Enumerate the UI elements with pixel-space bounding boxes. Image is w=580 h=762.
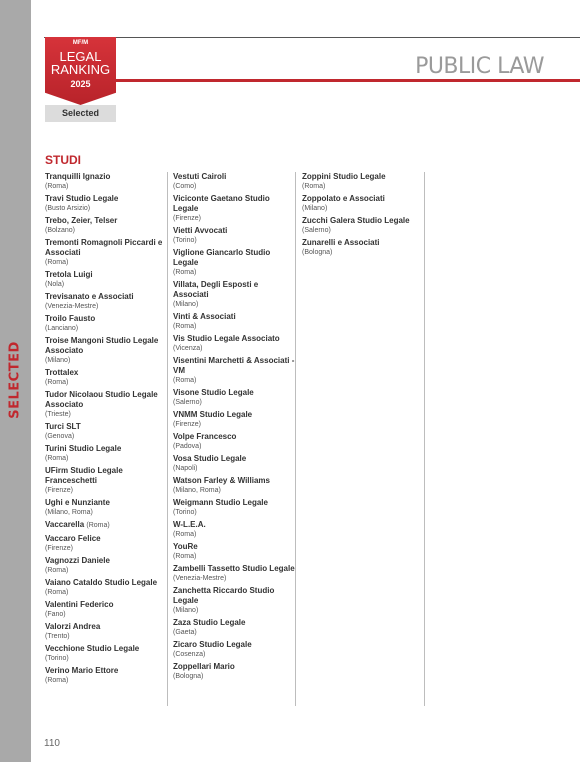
firm-name — [173, 410, 295, 420]
firm-name-text: Viciconte Gaetano Studio Legale — [173, 194, 270, 213]
section-title: PUBLIC LAW — [415, 54, 544, 79]
firm-name — [173, 248, 295, 268]
firm-city: (Como) — [173, 183, 197, 190]
firm-name-text: VNMM Studio Legale — [173, 410, 253, 419]
firm-name — [173, 280, 295, 300]
firm-name — [45, 600, 165, 610]
firm-name-text: UFirm Studio Legale Franceschetti — [45, 466, 123, 485]
firm-city: (Roma) — [173, 269, 197, 276]
firm-entry — [173, 662, 295, 681]
badge-brand: MF/M — [72, 40, 89, 46]
firm-city: (Roma) — [45, 589, 69, 596]
firm-name-text: Ughi e Nunziante — [45, 498, 110, 507]
firm-name-text: Zucchi Galera Studio Legale — [302, 216, 410, 225]
firm-name-text: Zoppellari Mario — [173, 662, 235, 671]
top-rule — [44, 37, 580, 38]
firm-city: (Roma) — [302, 183, 326, 190]
firm-entry — [173, 564, 295, 583]
column-divider — [167, 172, 168, 706]
firm-entry — [173, 280, 295, 309]
firm-name-text: Vosa Studio Legale — [173, 454, 247, 463]
firm-entry — [45, 466, 165, 495]
firm-city: (Torino) — [173, 509, 197, 516]
firm-name-text: Trebo, Zeier, Telser — [45, 216, 118, 225]
firm-name-text: Vecchione Studio Legale — [45, 644, 140, 653]
page-number: 110 — [44, 738, 60, 749]
firm-city: (Venezia-Mestre) — [173, 575, 227, 582]
firm-city: (Cosenza) — [173, 651, 206, 658]
firm-name-text: Zaza Studio Legale — [173, 618, 246, 627]
firm-name — [173, 388, 295, 398]
side-label: SELECTED — [7, 341, 23, 419]
firm-name — [302, 216, 424, 226]
firm-city: (Busto Arsizio) — [45, 205, 91, 212]
firm-name-text: Zicaro Studio Legale — [173, 640, 252, 649]
firm-entry — [45, 520, 165, 531]
firm-city: (Roma) — [45, 259, 69, 266]
firm-name — [173, 194, 295, 214]
firm-city: (Bologna) — [302, 249, 333, 256]
firm-name-text: Travi Studio Legale — [45, 194, 119, 203]
firm-city: (Fano) — [45, 611, 66, 618]
firm-city: (Roma) — [45, 567, 69, 574]
firm-entry — [173, 520, 295, 539]
firm-city: (Padova) — [173, 443, 202, 450]
firm-entry — [45, 622, 165, 641]
firm-entry — [45, 578, 165, 597]
firm-name-text: Zambelli Tassetto Studio Legale — [173, 564, 295, 573]
firm-city: (Roma) — [173, 553, 197, 560]
firm-entry — [45, 666, 165, 685]
firm-name-text: Turini Studio Legale — [45, 444, 122, 453]
firm-entry — [173, 586, 295, 615]
firm-name-text: Vietti Avvocati — [173, 226, 228, 235]
firm-city: (Roma) — [173, 531, 197, 538]
firm-city: (Milano, Roma) — [173, 487, 221, 494]
firm-entry — [45, 216, 165, 235]
firm-name-text: Volpe Francesco — [173, 432, 237, 441]
firm-name — [45, 534, 165, 544]
firm-entry — [45, 600, 165, 619]
firm-entry — [173, 618, 295, 637]
badge-status: Selected — [45, 105, 116, 122]
firm-city: (Torino) — [45, 655, 69, 662]
firm-name-text: Verino Mario Ettore — [45, 666, 119, 675]
firm-name — [173, 334, 295, 344]
firm-entry — [173, 194, 295, 223]
firm-name — [45, 622, 165, 632]
firm-entry — [302, 238, 424, 257]
firm-name-text: Vis Studio Legale Associato — [173, 334, 280, 343]
firm-entry — [173, 542, 295, 561]
firm-name — [173, 454, 295, 464]
firm-city: (Bolzano) — [45, 227, 75, 234]
firm-entry — [173, 388, 295, 407]
firm-entry — [173, 476, 295, 495]
firm-city: (Milano, Roma) — [45, 509, 93, 516]
badge-line2: RANKING — [50, 62, 111, 77]
firm-name — [45, 498, 165, 508]
firm-name — [45, 644, 165, 654]
firm-city: (Venezia-Mestre) — [45, 303, 99, 310]
firm-entry — [45, 238, 165, 267]
column-3 — [302, 172, 424, 260]
firm-city: (Trento) — [45, 633, 70, 640]
firm-name-text: Tremonti Romagnoli Piccardi e Associati — [45, 238, 163, 257]
firm-entry — [173, 356, 295, 385]
firm-entry — [173, 312, 295, 331]
firm-entry — [173, 498, 295, 517]
firm-name-text: Valentini Federico — [45, 600, 114, 609]
firm-entry — [45, 194, 165, 213]
firm-city: (Roma) — [173, 323, 197, 330]
firm-name — [173, 542, 295, 552]
firm-city: (Milano) — [173, 607, 199, 614]
firm-entry — [173, 454, 295, 473]
firm-city: (Vicenza) — [173, 345, 203, 352]
firm-city: (Nola) — [45, 281, 65, 288]
column-1 — [45, 172, 165, 688]
firm-entry — [173, 410, 295, 429]
firm-city: (Bologna) — [173, 673, 204, 680]
firm-entry — [45, 292, 165, 311]
firm-name-text: Watson Farley & Williams — [173, 476, 270, 485]
firm-city: (Napoli) — [173, 465, 198, 472]
firm-city: (Genova) — [45, 433, 75, 440]
firm-name-text: Zoppolato e Associati — [302, 194, 385, 203]
firm-name — [45, 444, 165, 454]
firm-entry — [173, 432, 295, 451]
firm-name — [173, 498, 295, 508]
firm-entry — [173, 172, 295, 191]
red-rule — [114, 79, 580, 82]
firm-city: (Roma) — [45, 379, 69, 386]
firm-name — [173, 312, 295, 322]
firm-name — [173, 356, 295, 376]
firm-city: (Roma) — [173, 377, 197, 384]
firm-name — [45, 368, 165, 378]
firm-name-text: Troise Mangoni Studio Legale Associato — [45, 336, 159, 355]
firm-name-text: Tudor Nicolaou Studio Legale Associato — [45, 390, 158, 409]
firm-name — [45, 556, 165, 566]
firm-name — [45, 578, 165, 588]
firm-name-text: Trevisanato e Associati — [45, 292, 134, 301]
firm-name — [173, 586, 295, 606]
firm-name-text: Zanchetta Riccardo Studio Legale — [173, 586, 275, 605]
firm-entry — [45, 498, 165, 517]
firm-city: (Roma) — [45, 455, 69, 462]
firm-name-text: Tranquilli Ignazio — [45, 172, 111, 181]
firm-city: (Salerno) — [302, 227, 331, 234]
firm-name-text: Tretola Luigi — [45, 270, 93, 279]
firm-name — [173, 564, 295, 574]
firm-name — [45, 520, 165, 531]
firm-name — [45, 292, 165, 302]
firm-name-text: Vagnozzi Daniele — [45, 556, 110, 565]
firm-name — [302, 194, 424, 204]
firm-name-text: Turci SLT — [45, 422, 81, 431]
firm-city: (Milano) — [45, 357, 71, 364]
firm-city: (Trieste) — [45, 411, 71, 418]
firm-city: (Firenze) — [173, 421, 202, 428]
badge-line1: LEGAL — [59, 49, 102, 64]
firm-name-text: Visone Studio Legale — [173, 388, 254, 397]
firm-entry — [173, 226, 295, 245]
firm-name — [302, 238, 424, 248]
firm-city: (Gaeta) — [173, 629, 197, 636]
firm-name — [173, 432, 295, 442]
firm-name-text: Vinti & Associati — [173, 312, 236, 321]
firm-name-text: Vaccarella — [45, 520, 85, 529]
firm-entry — [45, 534, 165, 553]
firm-city: (Torino) — [173, 237, 197, 244]
firm-name-text: Vaccaro Felice — [45, 534, 101, 543]
firm-name — [45, 314, 165, 324]
firm-name — [45, 172, 165, 182]
firm-name — [45, 194, 165, 204]
firm-name — [173, 618, 295, 628]
firm-name-text: Zoppini Studio Legale — [302, 172, 386, 181]
firm-name — [173, 662, 295, 672]
firm-name-text: Trottalex — [45, 368, 79, 377]
firm-entry — [173, 248, 295, 277]
firm-name-text: Weigmann Studio Legale — [173, 498, 268, 507]
firm-city: (Roma) — [45, 183, 69, 190]
firm-city: (Firenze) — [173, 215, 202, 222]
firm-name-text: Valorzi Andrea — [45, 622, 101, 631]
firm-name — [45, 336, 165, 356]
firm-city: (Roma) — [86, 522, 110, 529]
firm-entry — [45, 172, 165, 191]
firm-entry — [45, 444, 165, 463]
firm-name-text: W-L.E.A. — [173, 520, 206, 529]
firm-name — [45, 270, 165, 280]
firm-city: (Firenze) — [45, 545, 74, 552]
firm-name-text: Vaiano Cataldo Studio Legale — [45, 578, 158, 587]
firm-name — [173, 172, 295, 182]
firm-entry — [45, 390, 165, 419]
firm-name — [173, 640, 295, 650]
firm-entry — [45, 270, 165, 289]
firm-name — [302, 172, 424, 182]
firm-name-text: Viglione Giancarlo Studio Legale — [173, 248, 271, 267]
firm-entry — [45, 422, 165, 441]
firm-city: (Roma) — [45, 677, 69, 684]
firm-name-text: Troilo Fausto — [45, 314, 96, 323]
heading-studi: STUDI — [45, 153, 81, 167]
firm-city: (Milano) — [173, 301, 199, 308]
firm-entry — [45, 556, 165, 575]
firm-name-text: Villata, Degli Esposti e Associati — [173, 280, 259, 299]
firm-entry — [173, 334, 295, 353]
firm-entry — [45, 644, 165, 663]
firm-name-text: Visentini Marchetti & Associati - VM — [173, 356, 295, 375]
firm-city: (Lanciano) — [45, 325, 79, 332]
firm-entry — [302, 194, 424, 213]
firm-name — [173, 226, 295, 236]
firm-entry — [45, 336, 165, 365]
firm-name — [45, 238, 165, 258]
badge-year: 2025 — [70, 79, 91, 89]
firm-entry — [45, 314, 165, 333]
legal-ranking-badge — [45, 37, 116, 122]
firm-name-text: YouRe — [173, 542, 198, 551]
column-2 — [173, 172, 295, 684]
column-divider — [295, 172, 296, 706]
firm-name-text: Vestuti Cairoli — [173, 172, 227, 181]
firm-name — [45, 422, 165, 432]
firm-name — [173, 476, 295, 486]
firm-entry — [302, 216, 424, 235]
firm-name — [45, 666, 165, 676]
firm-city: (Salerno) — [173, 399, 202, 406]
firm-name-text: Zunarelli e Associati — [302, 238, 380, 247]
firm-name — [173, 520, 295, 530]
column-divider — [424, 172, 425, 706]
firm-entry — [302, 172, 424, 191]
firm-entry — [173, 640, 295, 659]
firm-name — [45, 466, 165, 486]
firm-city: (Firenze) — [45, 487, 74, 494]
firm-entry — [45, 368, 165, 387]
firm-name — [45, 216, 165, 226]
firm-name — [45, 390, 165, 410]
firm-city: (Milano) — [302, 205, 328, 212]
